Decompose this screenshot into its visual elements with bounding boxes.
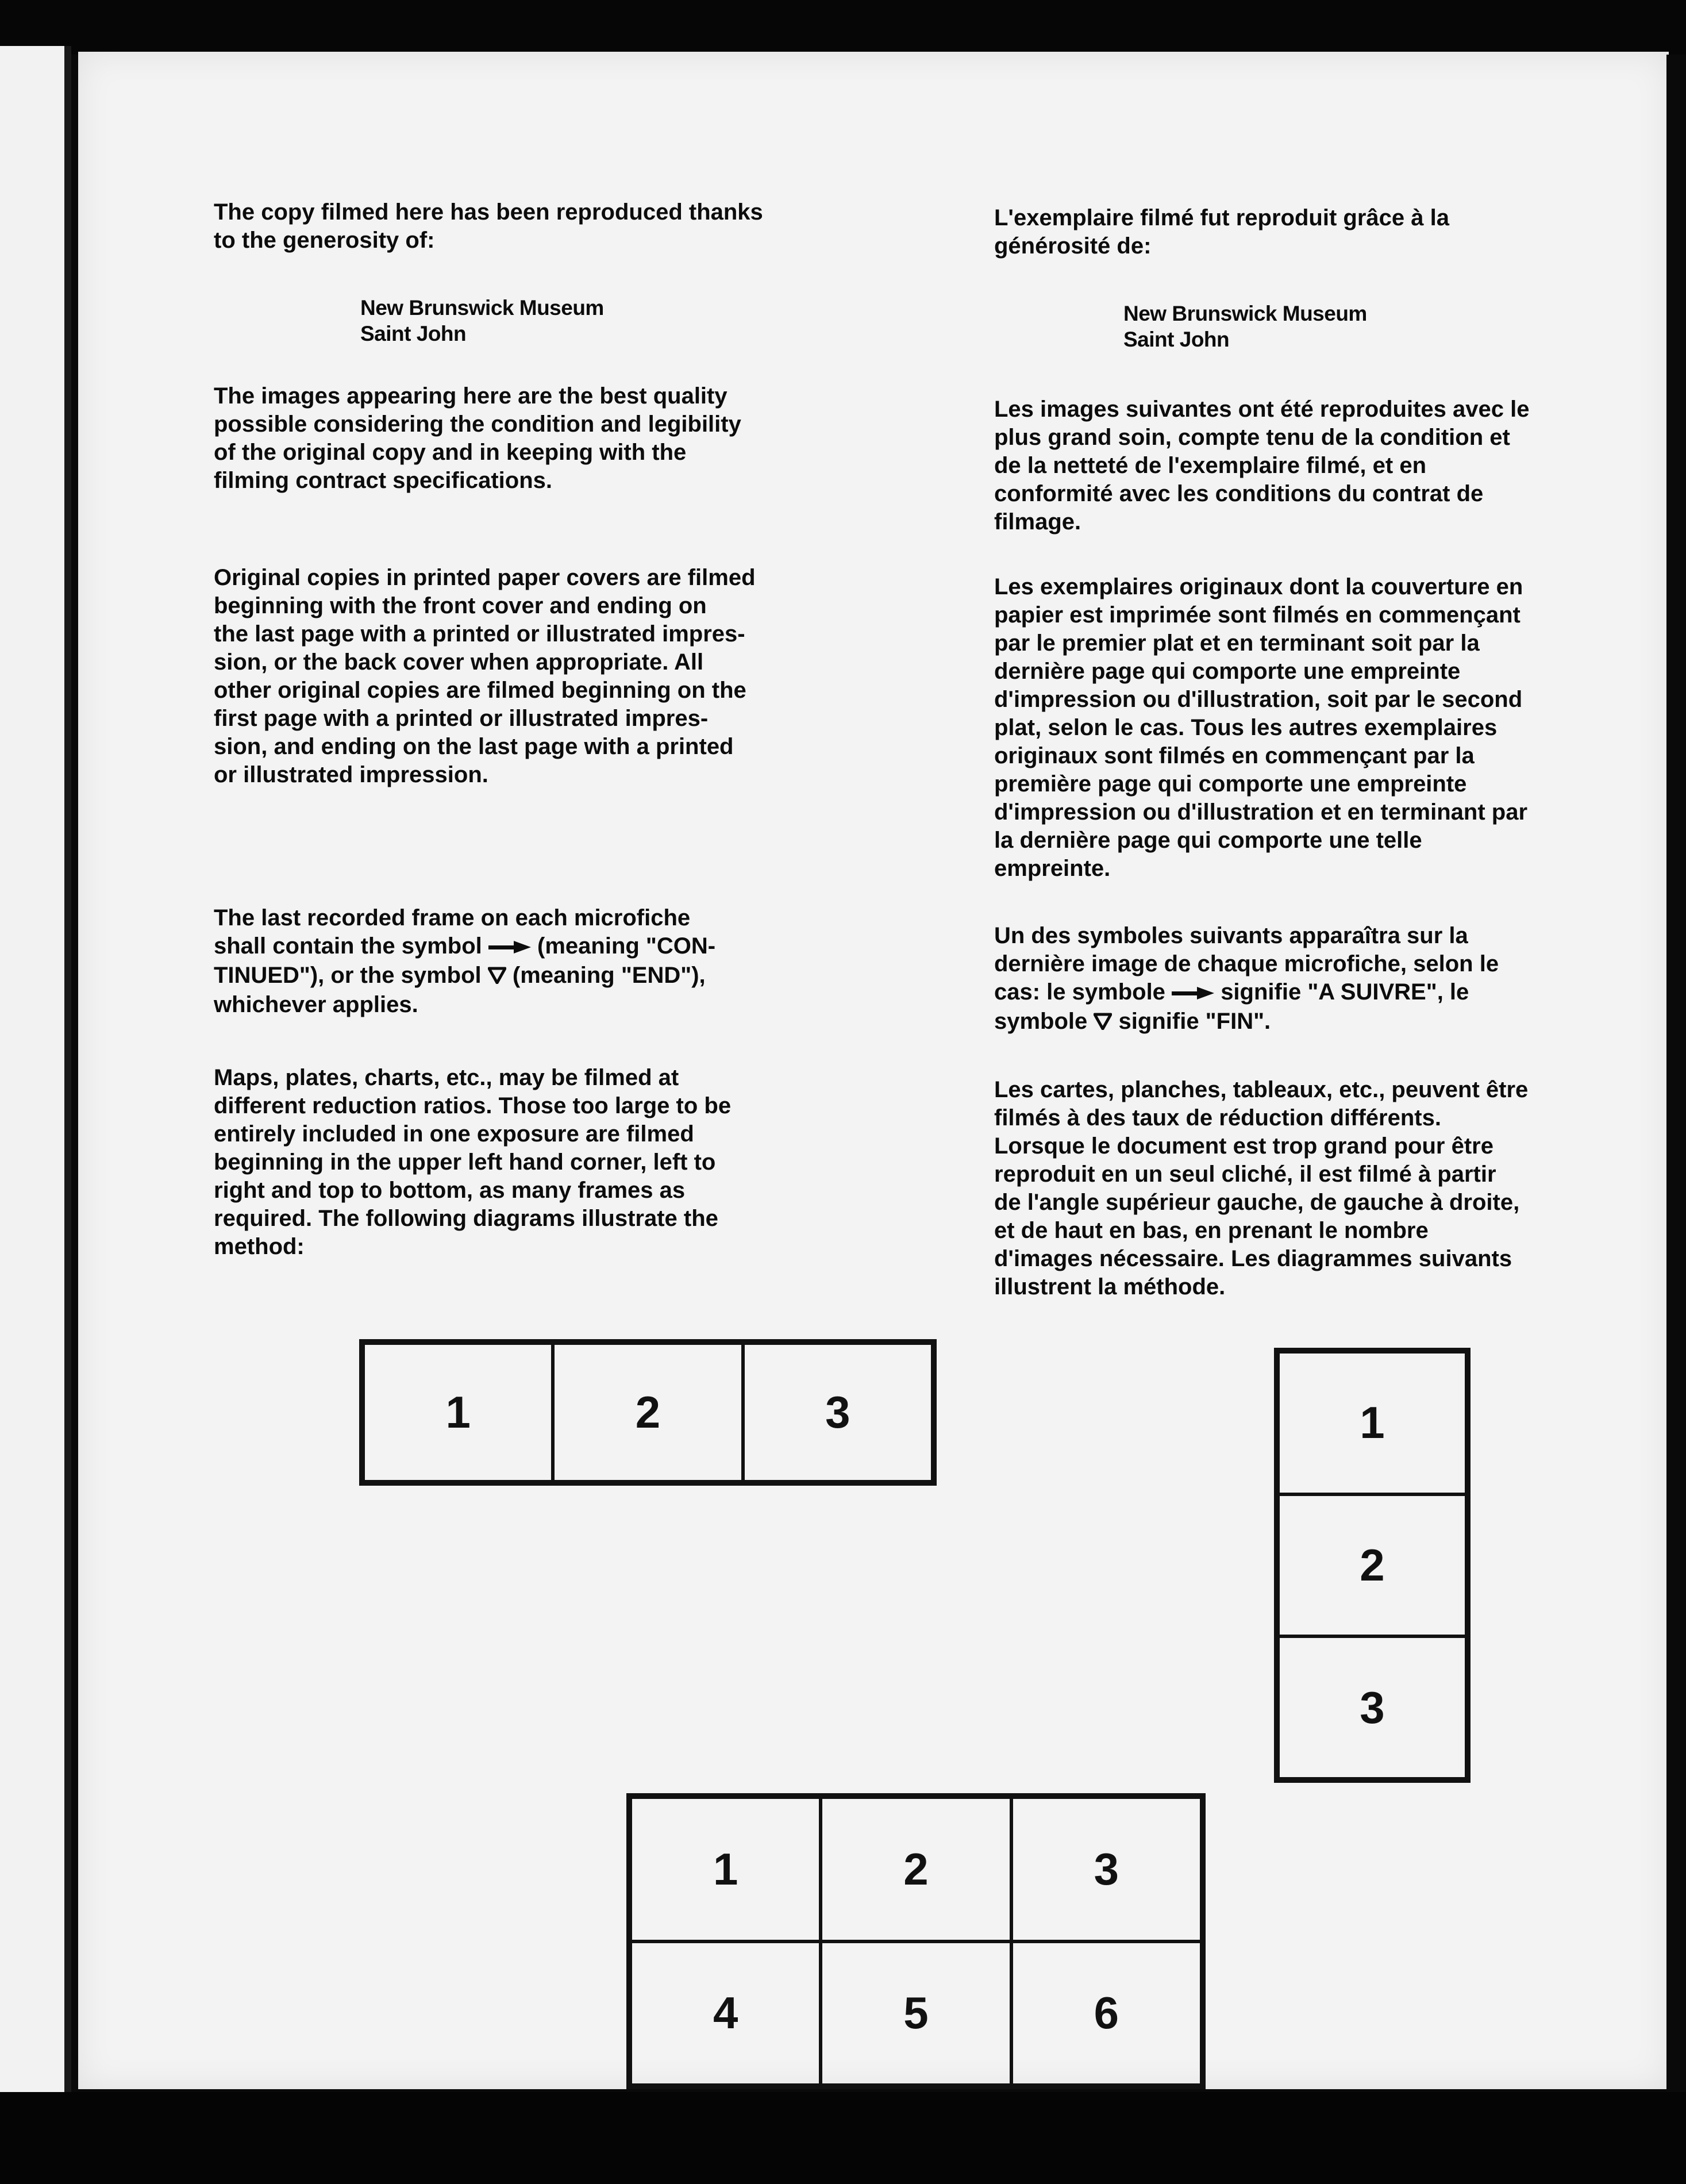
previous-page-edge	[0, 46, 64, 2098]
frame-cell: 3	[1278, 1636, 1466, 1779]
quality-text-fr: Les images suivantes ont été reproduites avec le plus grand soin, compte tenu de la condition et de la netteté de l'exemplaire filmé, et en conformité avec les conditions du contrat de filmage.	[994, 397, 1530, 535]
symbols-line-3a-en: TINUED"), or the symbol	[214, 962, 482, 988]
symbols-text-en	[214, 904, 892, 1019]
diagram-horizontal-strip	[359, 1339, 937, 1486]
symbols-text-fr	[994, 922, 1626, 1037]
frame-cell: 1	[363, 1343, 553, 1482]
intro-text-fr: L'exemplaire filmé fut reproduit grâce à la générosité de:	[994, 205, 1449, 259]
frame-cell: 6	[1011, 1941, 1202, 2086]
continued-arrow-icon	[488, 933, 531, 962]
frame-cell: 3	[743, 1343, 933, 1482]
frame-cell: 1	[630, 1797, 821, 1941]
institution-en: New Brunswick Museum Saint John	[360, 296, 604, 345]
french-column	[994, 204, 1626, 1301]
frame-cell: 1	[1278, 1352, 1466, 1494]
english-column	[214, 198, 892, 1261]
symbols-line-2b-en: (meaning "CON-	[537, 933, 716, 959]
symbols-line-1-fr: Un des symboles suivants apparaîtra sur la	[994, 923, 1468, 948]
originals-text-en: Original copies in printed paper covers are filmed beginning with the front cover and ending on the last page with a printed or illustrated impres- sion, or the back cover when appropriate. All other original copies are filmed beginning on the first page with a printed or illustrated impres- sion, and ending on the last page with a printed or illustrated impression.	[214, 565, 756, 787]
frame-cell: 2	[821, 1797, 1011, 1941]
end-triangle-icon	[1094, 1009, 1112, 1037]
symbols-line-3-fr	[994, 978, 1626, 1008]
symbols-line-4a-fr: symbole	[994, 1008, 1088, 1034]
diagram-grid	[626, 1793, 1206, 2089]
diagram-vertical-strip	[1274, 1348, 1471, 1783]
continued-arrow-icon	[1172, 979, 1214, 1008]
scan-top-border	[0, 0, 1686, 55]
frame-cell: 3	[1011, 1797, 1202, 1941]
symbols-line-3b-en: (meaning "END"),	[512, 962, 706, 988]
symbols-line-3a-fr: cas: le symbole	[994, 979, 1165, 1005]
frame-cell: 2	[553, 1343, 742, 1482]
scan-right-border	[1666, 55, 1686, 2092]
symbols-line-1-en: The last recorded frame on each microfiche	[214, 905, 691, 930]
symbols-line-3b-fr: signifie "A SUIVRE", le	[1221, 979, 1469, 1005]
scan-bottom-border	[0, 2092, 1686, 2184]
quality-text-en: The images appearing here are the best quality possible considering the condition and legibility of the original copy and in keeping with the filming contract specifications.	[214, 383, 741, 493]
maps-text-fr: Les cartes, planches, tableaux, etc., peuvent être filmés à des taux de réduction différents. Lorsque le document est trop grand pour être reproduit en un seul cliché, il est filmé à partir de l'angle supérieur gauche, de gauche à droite, et de haut en bas, en prenant le nombre d'images nécessaire. Les diagrammes suivants illustrent la méthode.	[994, 1076, 1529, 1299]
intro-text-en: The copy filmed here has been reproduced thanks to the generosity of:	[214, 199, 763, 253]
institution-fr: New Brunswick Museum Saint John	[1123, 302, 1367, 351]
symbols-line-4b-fr: signifie "FIN".	[1118, 1008, 1271, 1034]
maps-text-en: Maps, plates, charts, etc., may be filmed at different reduction ratios. Those too large to be entirely included in one exposure are filmed beginning in the upper left hand corner, left to right and top to bottom, as many frames as required. The following diagrams illustrate the method:	[214, 1064, 732, 1259]
symbols-line-3-en	[214, 962, 892, 991]
symbols-line-2a-en: shall contain the symbol	[214, 933, 482, 959]
end-triangle-icon	[488, 963, 506, 991]
symbols-line-4-en: whichever applies.	[214, 991, 418, 1017]
originals-text-fr: Les exemplaires originaux dont la couverture en papier est imprimée sont filmés en commençant par le premier plat et en terminant soit par la dernière page qui comporte une empreinte d'impression ou d'illustration, soit par le second plat, selon le cas. Tous les autres exemplaires originaux sont filmés en commençant par la première page qui comporte une empreinte d'impression ou d'illustration et en terminant par la dernière page qui comporte une telle empreinte.	[994, 574, 1528, 881]
symbols-line-4-fr	[994, 1008, 1626, 1037]
frame-cell: 5	[821, 1941, 1011, 2086]
page-gutter	[64, 46, 71, 2098]
frame-cell: 2	[1278, 1494, 1466, 1637]
frame-cell: 4	[630, 1941, 821, 2086]
symbols-line-2-en	[214, 932, 892, 962]
symbols-line-2-fr: dernière image de chaque microfiche, selon le	[994, 951, 1499, 976]
